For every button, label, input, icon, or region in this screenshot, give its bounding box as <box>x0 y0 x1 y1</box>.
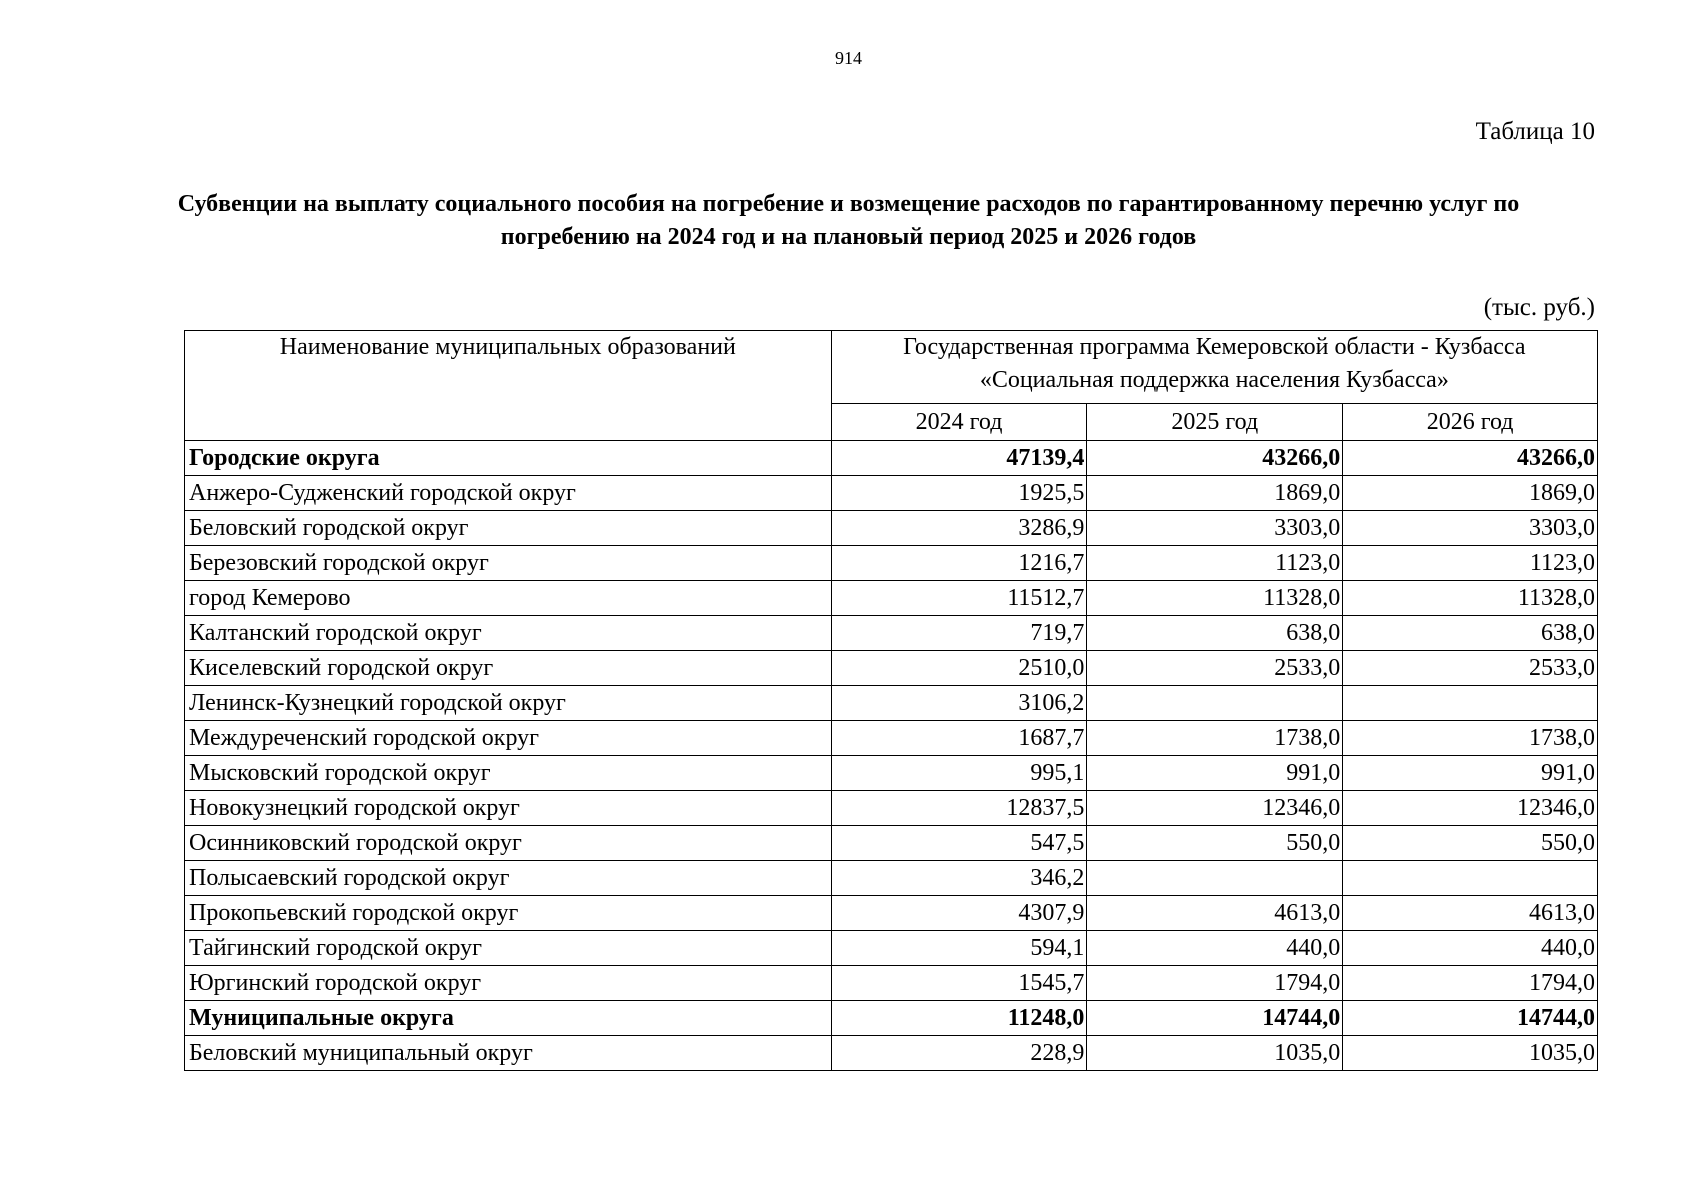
value-2026: 1794,0 <box>1343 966 1598 1001</box>
table-row <box>185 1001 1598 1036</box>
units-label: (тыс. руб.) <box>1483 294 1595 321</box>
value-2026: 638,0 <box>1343 616 1598 651</box>
municipality-name: Прокопьевский городской округ <box>185 896 832 931</box>
header-year-2026: 2026 год <box>1343 404 1598 441</box>
table-label: Таблица 10 <box>1475 118 1595 145</box>
municipality-name: Полысаевский городской округ <box>185 861 832 896</box>
value-2025: 4613,0 <box>1087 896 1343 931</box>
header-municipality: Наименование муниципальных образований <box>185 331 832 441</box>
municipality-name: Новокузнецкий городской округ <box>185 791 832 826</box>
value-2025: 1738,0 <box>1087 721 1343 756</box>
value-2026 <box>1343 686 1598 721</box>
municipality-name: Киселевский городской округ <box>185 651 832 686</box>
value-2024: 1687,7 <box>831 721 1087 756</box>
table-body <box>185 441 1598 1071</box>
value-2025: 638,0 <box>1087 616 1343 651</box>
value-2026: 2533,0 <box>1343 651 1598 686</box>
municipality-name: Тайгинский городской округ <box>185 931 832 966</box>
value-2025: 1035,0 <box>1087 1036 1343 1071</box>
table-row <box>185 721 1598 756</box>
header-year-2024: 2024 год <box>831 404 1087 441</box>
value-2026: 1869,0 <box>1343 476 1598 511</box>
value-2024: 1216,7 <box>831 546 1087 581</box>
table-row <box>185 476 1598 511</box>
table-row <box>185 756 1598 791</box>
value-2025: 2533,0 <box>1087 651 1343 686</box>
value-2025: 991,0 <box>1087 756 1343 791</box>
value-2026: 4613,0 <box>1343 896 1598 931</box>
municipality-name: Березовский городской округ <box>185 546 832 581</box>
header-program: Государственная программа Кемеровской области - Кузбасса «Социальная поддержка населения Кузбасса» <box>831 331 1597 404</box>
table-row <box>185 581 1598 616</box>
page-number: 914 <box>835 48 862 68</box>
value-2024: 2510,0 <box>831 651 1087 686</box>
municipality-name: Беловский городской округ <box>185 511 832 546</box>
table-row <box>185 826 1598 861</box>
municipality-name: Юргинский городской округ <box>185 966 832 1001</box>
value-2024: 47139,4 <box>831 441 1087 476</box>
value-2024: 3106,2 <box>831 686 1087 721</box>
table-row <box>185 651 1598 686</box>
value-2026 <box>1343 861 1598 896</box>
value-2026: 1035,0 <box>1343 1036 1598 1071</box>
value-2025: 14744,0 <box>1087 1001 1343 1036</box>
value-2025 <box>1087 686 1343 721</box>
value-2024: 4307,9 <box>831 896 1087 931</box>
value-2025: 1794,0 <box>1087 966 1343 1001</box>
value-2025: 11328,0 <box>1087 581 1343 616</box>
value-2025: 43266,0 <box>1087 441 1343 476</box>
table-row <box>185 1036 1598 1071</box>
municipality-name: Беловский муниципальный округ <box>185 1036 832 1071</box>
value-2025: 3303,0 <box>1087 511 1343 546</box>
value-2025: 440,0 <box>1087 931 1343 966</box>
value-2024: 1545,7 <box>831 966 1087 1001</box>
value-2024: 11512,7 <box>831 581 1087 616</box>
table-row <box>185 441 1598 476</box>
table-row <box>185 546 1598 581</box>
value-2024: 1925,5 <box>831 476 1087 511</box>
municipality-name: Осинниковский городской округ <box>185 826 832 861</box>
value-2026: 3303,0 <box>1343 511 1598 546</box>
table-row <box>185 511 1598 546</box>
municipality-name: Калтанский городской округ <box>185 616 832 651</box>
municipality-name: Муниципальные округа <box>185 1001 832 1036</box>
municipality-name: Мысковский городской округ <box>185 756 832 791</box>
value-2024: 995,1 <box>831 756 1087 791</box>
value-2024: 346,2 <box>831 861 1087 896</box>
header-year-2025: 2025 год <box>1087 404 1343 441</box>
table-row <box>185 966 1598 1001</box>
table-row <box>185 931 1598 966</box>
document-title: Субвенции на выплату социального пособия на погребение и возмещение расходов по гарантированному перечню услуг по погребению на 2024 год и на плановый период 2025 и 2026 годов <box>177 191 1520 250</box>
municipality-name: Городские округа <box>185 441 832 476</box>
value-2025: 550,0 <box>1087 826 1343 861</box>
value-2024: 3286,9 <box>831 511 1087 546</box>
value-2026: 991,0 <box>1343 756 1598 791</box>
municipality-name: город Кемерово <box>185 581 832 616</box>
value-2024: 12837,5 <box>831 791 1087 826</box>
value-2026: 550,0 <box>1343 826 1598 861</box>
value-2026: 12346,0 <box>1343 791 1598 826</box>
value-2025: 1869,0 <box>1087 476 1343 511</box>
table-row <box>185 686 1598 721</box>
table-row <box>185 861 1598 896</box>
value-2026: 14744,0 <box>1343 1001 1598 1036</box>
value-2024: 11248,0 <box>831 1001 1087 1036</box>
value-2025: 1123,0 <box>1087 546 1343 581</box>
value-2026: 440,0 <box>1343 931 1598 966</box>
value-2024: 228,9 <box>831 1036 1087 1071</box>
table-row <box>185 616 1598 651</box>
table-row <box>185 896 1598 931</box>
value-2024: 547,5 <box>831 826 1087 861</box>
value-2026: 1738,0 <box>1343 721 1598 756</box>
value-2025: 12346,0 <box>1087 791 1343 826</box>
value-2024: 719,7 <box>831 616 1087 651</box>
value-2026: 43266,0 <box>1343 441 1598 476</box>
value-2024: 594,1 <box>831 931 1087 966</box>
value-2026: 11328,0 <box>1343 581 1598 616</box>
subsidies-table <box>184 330 1598 1071</box>
municipality-name: Анжеро-Судженский городской округ <box>185 476 832 511</box>
value-2026: 1123,0 <box>1343 546 1598 581</box>
municipality-name: Ленинск-Кузнецкий городской округ <box>185 686 832 721</box>
value-2025 <box>1087 861 1343 896</box>
municipality-name: Междуреченский городской округ <box>185 721 832 756</box>
table-row <box>185 791 1598 826</box>
